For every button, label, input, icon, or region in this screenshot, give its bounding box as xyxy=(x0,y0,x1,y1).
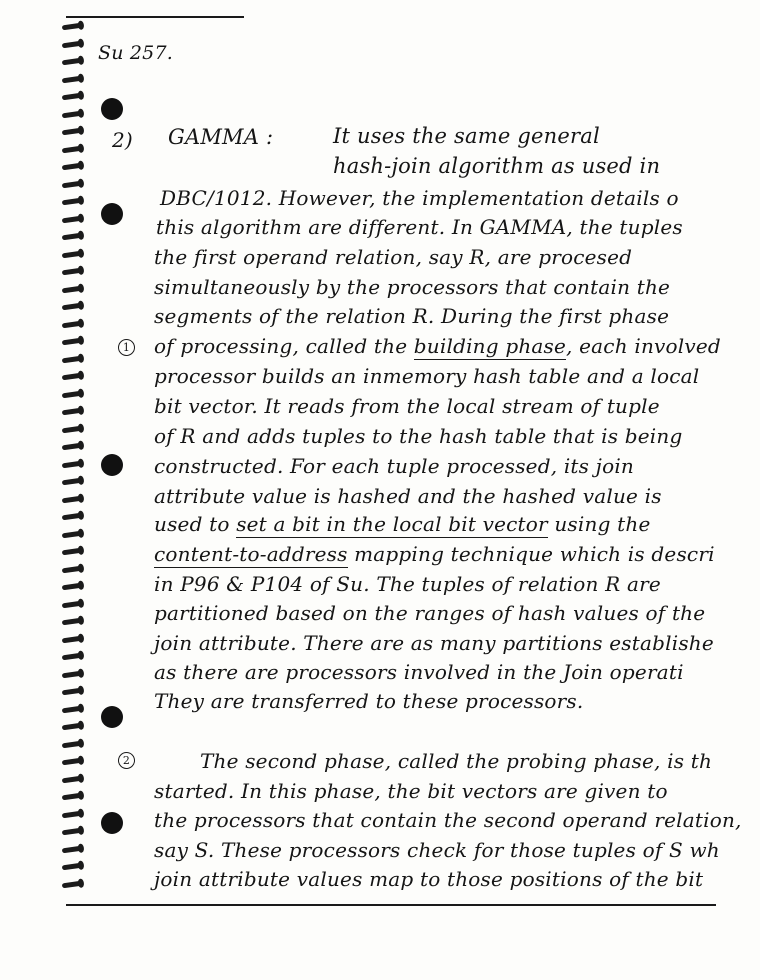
spiral-coil xyxy=(62,40,83,48)
punch-hole xyxy=(101,706,123,728)
text-line xyxy=(154,334,721,358)
text-line: join attribute values map to those positions of the bit xyxy=(154,867,704,891)
spiral-coil xyxy=(62,373,83,381)
spiral-coil xyxy=(62,793,83,801)
top-rule xyxy=(66,16,244,18)
underlined-term: building phase xyxy=(413,334,567,358)
spiral-coil xyxy=(62,128,83,136)
text-line: hash-join algorithm as used in xyxy=(333,154,661,178)
spiral-coil xyxy=(62,408,83,416)
text-line: of R and adds tuples to the hash table that is being xyxy=(154,424,683,448)
spiral-coil xyxy=(62,478,83,486)
text-line: segments of the relation R. During the first phase xyxy=(154,304,670,328)
spiral-coil xyxy=(62,723,83,731)
underlined-term: set a bit in the local bit vector xyxy=(236,512,548,536)
text-line: partitioned based on the ranges of hash values of the xyxy=(154,601,706,625)
item-topic: GAMMA : xyxy=(168,125,274,149)
spiral-coil xyxy=(62,600,83,608)
text-line: simultaneously by the processors that contain the xyxy=(154,275,671,299)
text-segment: used to xyxy=(154,512,237,536)
spiral-coil xyxy=(62,355,83,363)
spiral-coil xyxy=(62,320,83,328)
spiral-coil xyxy=(62,740,83,748)
text-line: attribute value is hashed and the hashed value is xyxy=(154,484,662,508)
spiral-coil xyxy=(62,460,83,468)
spiral-coil xyxy=(62,443,83,451)
spiral-coil xyxy=(62,250,83,258)
spiral-coil xyxy=(62,163,83,171)
text-segment: , each involved xyxy=(566,334,721,358)
spiral-coil xyxy=(62,93,83,101)
spiral-coil xyxy=(62,863,83,871)
margin-mark-1: 1 xyxy=(118,339,135,356)
spiral-coil xyxy=(62,303,83,311)
spiral-coil xyxy=(62,495,83,503)
spiral-coil xyxy=(62,618,83,626)
text-line xyxy=(154,542,715,566)
spiral-coil xyxy=(62,425,83,433)
spiral-coil xyxy=(62,845,83,853)
spiral-coil xyxy=(62,58,83,66)
punch-hole xyxy=(101,203,123,225)
text-line: The second phase, called the probing phase, is th xyxy=(200,749,713,773)
bottom-rule xyxy=(66,904,716,906)
text-line: started. In this phase, the bit vectors are given to xyxy=(154,779,668,803)
spiral-coil xyxy=(62,75,83,83)
text-line: say S. These processors check for those tuples of S wh xyxy=(154,838,720,862)
spiral-coil xyxy=(62,828,83,836)
spiral-coil xyxy=(62,285,83,293)
text-line: bit vector. It reads from the local stream of tuple xyxy=(154,394,660,418)
text-segment: mapping technique which is descri xyxy=(347,542,715,566)
spiral-coil xyxy=(62,688,83,696)
spiral-coil xyxy=(62,390,83,398)
text-line: constructed. For each tuple processed, its join xyxy=(154,454,635,478)
spiral-coil xyxy=(62,23,83,31)
text-line: It uses the same general xyxy=(333,124,600,148)
spiral-coil xyxy=(62,215,83,223)
text-line: in P96 & P104 of Su. The tuples of relation R are xyxy=(154,572,661,596)
spiral-coil xyxy=(62,513,83,521)
spiral-coil xyxy=(62,565,83,573)
text-line xyxy=(154,512,651,536)
text-segment: of processing, called the xyxy=(154,334,414,358)
text-line: join attribute. There are as many partitions establishe xyxy=(154,631,714,655)
spiral-coil xyxy=(62,338,83,346)
text-line: processor builds an inmemory hash table and a local xyxy=(154,364,700,388)
spiral-binding xyxy=(62,24,88,904)
page-reference: Su 257. xyxy=(98,42,173,64)
spiral-coil xyxy=(62,705,83,713)
punch-hole xyxy=(101,454,123,476)
underlined-term: content-to-address xyxy=(154,542,348,566)
spiral-coil xyxy=(62,758,83,766)
punch-hole xyxy=(101,812,123,834)
spiral-coil xyxy=(62,198,83,206)
punch-hole xyxy=(101,98,123,120)
spiral-coil xyxy=(62,775,83,783)
text-segment: using the xyxy=(547,512,651,536)
spiral-coil xyxy=(62,145,83,153)
spiral-coil xyxy=(62,110,83,118)
spiral-coil xyxy=(62,530,83,538)
text-line: They are transferred to these processors. xyxy=(154,689,584,713)
spiral-coil xyxy=(62,548,83,556)
item-number: 2) xyxy=(112,128,133,152)
text-line: the first operand relation, say R, are procesed xyxy=(154,245,633,269)
spiral-coil xyxy=(62,880,83,888)
spiral-coil xyxy=(62,635,83,643)
spiral-coil xyxy=(62,653,83,661)
text-line: DBC/1012. However, the implementation details o xyxy=(160,186,679,210)
text-line: this algorithm are different. In GAMMA, the tuples xyxy=(156,215,683,239)
text-line: the processors that contain the second operand relation, xyxy=(154,808,742,832)
spiral-coil xyxy=(62,810,83,818)
spiral-coil xyxy=(62,268,83,276)
text-line: as there are processors involved in the Join operati xyxy=(154,660,684,684)
spiral-coil xyxy=(62,670,83,678)
spiral-coil xyxy=(62,180,83,188)
margin-mark-2: 2 xyxy=(118,752,135,769)
spiral-coil xyxy=(62,233,83,241)
spiral-coil xyxy=(62,583,83,591)
